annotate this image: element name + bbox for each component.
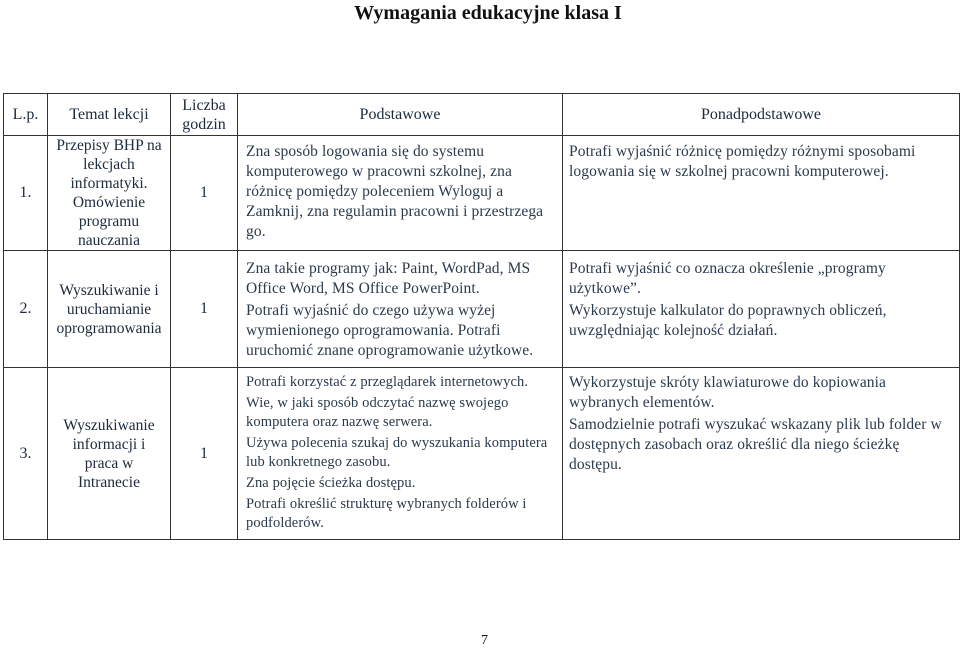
requirements-table	[3, 93, 960, 540]
advanced-item: Potrafi wyjaśnić różnicę pomiędzy różnymi sposobami logowania się w szkolnej pracowni komputerowej.	[569, 143, 916, 180]
row-number: 2.	[4, 251, 48, 368]
basic-item: Potrafi wyjaśnić do czego używa wyżej wymienionego oprogramowania. Potrafi uruchomić znane oprogramowanie użytkowe.	[246, 302, 534, 359]
row-basic-requirements	[238, 368, 563, 540]
basic-item: Zna sposób logowania się do systemu komputerowego w pracowni szkolnej, zna różnicę pomiędzy poleceniem Wyloguj a Zamknij, zna regulamin pracowni i przestrzega go.	[246, 143, 544, 240]
basic-item: Zna takie programy jak: Paint, WordPad, MS Office Word, MS Office PowerPoint.	[246, 260, 531, 297]
row-hours: 1	[171, 368, 238, 540]
header-topic: Temat lekcji	[48, 94, 171, 136]
row-hours: 1	[171, 251, 238, 368]
advanced-item: Wykorzystuje skróty klawiaturowe do kopiowania wybranych elementów.	[569, 374, 887, 411]
header-advanced: Ponadpodstawowe	[563, 94, 960, 136]
row-hours: 1	[171, 136, 238, 251]
table-header-row	[4, 94, 960, 136]
basic-item: Potrafi korzystać z przeglądarek internetowych.	[246, 374, 529, 390]
header-lp: L.p.	[4, 94, 48, 136]
row-topic: Przepisy BHP na lekcjach informatyki. Omówienie programu nauczania	[48, 136, 171, 251]
row-topic: Wyszukiwanie i uruchamianie oprogramowania	[48, 251, 171, 368]
basic-item: Wie, w jaki sposób odczytać nazwę swojego komputera oraz nazwę serwera.	[246, 395, 509, 430]
row-advanced-requirements	[563, 251, 960, 368]
header-hours: Liczba godzin	[171, 94, 238, 136]
basic-item: Potrafi określić strukturę wybranych folderów i podfolderów.	[246, 496, 527, 531]
advanced-item: Samodzielnie potrafi wyszukać wskazany plik lub folder w dostępnych zasobach oraz określić dla niego ścieżkę dostępu.	[569, 416, 942, 473]
page-number: 7	[481, 633, 488, 648]
table-row	[4, 136, 960, 251]
page-title: Wymagania edukacyjne klasa I	[354, 2, 622, 24]
row-advanced-requirements	[563, 368, 960, 540]
header-basic: Podstawowe	[238, 94, 563, 136]
table-row	[4, 368, 960, 540]
row-advanced-requirements	[563, 136, 960, 251]
row-number: 1.	[4, 136, 48, 251]
advanced-item: Potrafi wyjaśnić co oznacza określenie „programy użytkowe”.	[569, 260, 886, 297]
table-row	[4, 251, 960, 368]
row-basic-requirements	[238, 136, 563, 251]
row-number: 3.	[4, 368, 48, 540]
advanced-item: Wykorzystuje kalkulator do poprawnych obliczeń, uwzględniając kolejność działań.	[569, 302, 887, 339]
row-basic-requirements	[238, 251, 563, 368]
row-topic: Wyszukiwanie informacji i praca w Intranecie	[48, 368, 171, 540]
basic-item: Zna pojęcie ścieżka dostępu.	[246, 475, 416, 491]
basic-item: Używa polecenia szukaj do wyszukania komputera lub konkretnego zasobu.	[246, 435, 548, 470]
